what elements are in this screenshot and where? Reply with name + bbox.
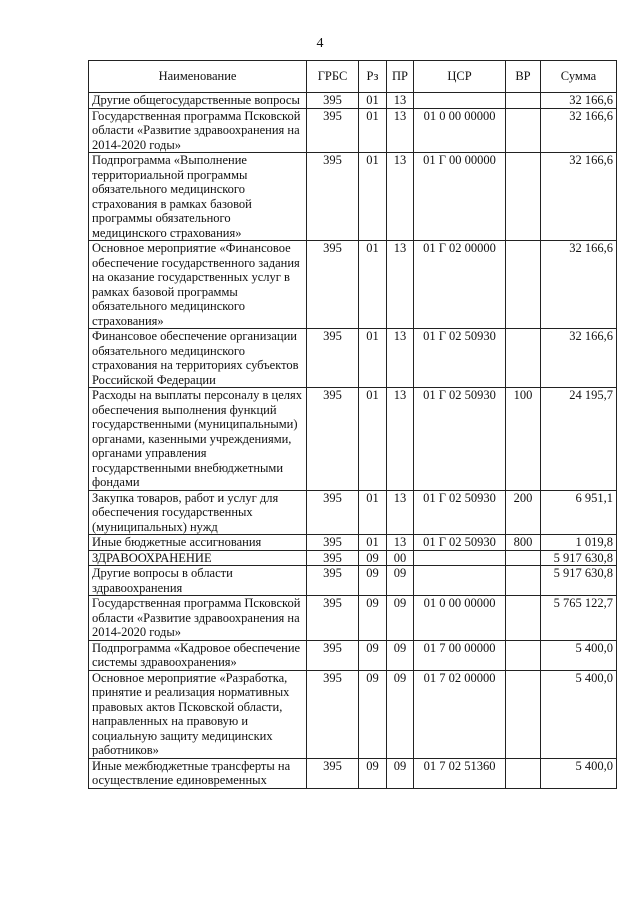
cell-sum: 32 166,6 — [541, 329, 617, 388]
cell-rz: 01 — [359, 388, 387, 491]
cell-vr — [506, 566, 541, 596]
cell-csr: 01 7 02 51360 — [414, 758, 506, 788]
cell-vr — [506, 550, 541, 566]
cell-vr — [506, 758, 541, 788]
table-row — [89, 108, 617, 153]
cell-csr: 01 Г 02 50930 — [414, 388, 506, 491]
header-name: Наименование — [89, 61, 307, 93]
cell-pr: 13 — [387, 153, 414, 241]
cell-rz: 09 — [359, 670, 387, 758]
cell-name: Расходы на выплаты персоналу в целях обеспечения выполнения функций государственными (муниципальными) органами, казенными учреждениями, органами управления государственными внебюджетными фондами — [89, 388, 307, 491]
cell-sum: 32 166,6 — [541, 93, 617, 109]
cell-vr: 100 — [506, 388, 541, 491]
cell-grbs: 395 — [307, 640, 359, 670]
header-pr: ПР — [387, 61, 414, 93]
cell-name: Государственная программа Псковской области «Развитие здравоохранения на 2014-2020 годы» — [89, 596, 307, 641]
cell-name: Закупка товаров, работ и услуг для обеспечения государственных (муниципальных) нужд — [89, 490, 307, 535]
cell-pr: 13 — [387, 329, 414, 388]
cell-vr — [506, 640, 541, 670]
cell-grbs: 395 — [307, 550, 359, 566]
cell-pr: 09 — [387, 566, 414, 596]
table-row — [89, 566, 617, 596]
cell-sum: 1 019,8 — [541, 535, 617, 551]
cell-rz: 01 — [359, 108, 387, 153]
cell-sum: 24 195,7 — [541, 388, 617, 491]
cell-name: ЗДРАВООХРАНЕНИЕ — [89, 550, 307, 566]
cell-vr — [506, 329, 541, 388]
cell-name: Подпрограмма «Выполнение территориальной программы обязательного медицинского страхования в рамках базовой программы обязательного медицинского страхования» — [89, 153, 307, 241]
header-csr: ЦСР — [414, 61, 506, 93]
table-row — [89, 241, 617, 329]
cell-name: Другие вопросы в области здравоохранения — [89, 566, 307, 596]
cell-sum: 5 400,0 — [541, 670, 617, 758]
cell-grbs: 395 — [307, 758, 359, 788]
budget-table — [88, 60, 617, 789]
table-row — [89, 329, 617, 388]
cell-rz: 09 — [359, 596, 387, 641]
cell-sum: 32 166,6 — [541, 108, 617, 153]
cell-grbs: 395 — [307, 153, 359, 241]
cell-csr — [414, 566, 506, 596]
cell-rz: 09 — [359, 566, 387, 596]
page-number: 4 — [316, 36, 324, 51]
table-row — [89, 535, 617, 551]
cell-sum: 5 400,0 — [541, 640, 617, 670]
cell-name: Иные межбюджетные трансферты на осуществление единовременных — [89, 758, 307, 788]
header-sum: Сумма — [541, 61, 617, 93]
cell-rz: 09 — [359, 550, 387, 566]
cell-grbs: 395 — [307, 108, 359, 153]
cell-rz: 09 — [359, 758, 387, 788]
cell-vr — [506, 670, 541, 758]
table-header-row — [89, 61, 617, 93]
cell-sum: 32 166,6 — [541, 241, 617, 329]
cell-pr: 13 — [387, 241, 414, 329]
cell-csr — [414, 93, 506, 109]
cell-csr — [414, 550, 506, 566]
cell-csr: 01 Г 02 50930 — [414, 535, 506, 551]
cell-pr: 13 — [387, 490, 414, 535]
cell-grbs: 395 — [307, 596, 359, 641]
cell-name: Иные бюджетные ассигнования — [89, 535, 307, 551]
table-row — [89, 93, 617, 109]
cell-name: Государственная программа Псковской области «Развитие здравоохранения на 2014-2020 годы» — [89, 108, 307, 153]
cell-grbs: 395 — [307, 388, 359, 491]
cell-pr: 13 — [387, 93, 414, 109]
cell-sum: 6 951,1 — [541, 490, 617, 535]
header-grbs: ГРБС — [307, 61, 359, 93]
table-body — [89, 93, 617, 789]
table-row — [89, 550, 617, 566]
cell-vr: 200 — [506, 490, 541, 535]
header-rz: Рз — [359, 61, 387, 93]
cell-rz: 01 — [359, 329, 387, 388]
cell-csr: 01 Г 02 00000 — [414, 241, 506, 329]
cell-csr: 01 0 00 00000 — [414, 108, 506, 153]
cell-pr: 09 — [387, 596, 414, 641]
cell-vr — [506, 108, 541, 153]
cell-grbs: 395 — [307, 670, 359, 758]
cell-pr: 13 — [387, 535, 414, 551]
cell-grbs: 395 — [307, 535, 359, 551]
table-row — [89, 670, 617, 758]
cell-csr: 01 Г 00 00000 — [414, 153, 506, 241]
cell-name: Другие общегосударственные вопросы — [89, 93, 307, 109]
cell-sum: 32 166,6 — [541, 153, 617, 241]
cell-grbs: 395 — [307, 241, 359, 329]
cell-vr — [506, 153, 541, 241]
table-row — [89, 490, 617, 535]
cell-grbs: 395 — [307, 329, 359, 388]
cell-grbs: 395 — [307, 490, 359, 535]
cell-rz: 01 — [359, 241, 387, 329]
cell-vr — [506, 241, 541, 329]
cell-pr: 09 — [387, 758, 414, 788]
cell-name: Подпрограмма «Кадровое обеспечение системы здравоохранения» — [89, 640, 307, 670]
cell-rz: 01 — [359, 490, 387, 535]
cell-csr: 01 0 00 00000 — [414, 596, 506, 641]
cell-vr — [506, 93, 541, 109]
cell-pr: 13 — [387, 388, 414, 491]
table-row — [89, 596, 617, 641]
cell-rz: 01 — [359, 93, 387, 109]
table-row — [89, 388, 617, 491]
cell-name: Финансовое обеспечение организации обязательного медицинского страхования на территориях субъектов Российской Федерации — [89, 329, 307, 388]
cell-pr: 00 — [387, 550, 414, 566]
table-row — [89, 153, 617, 241]
cell-sum: 5 765 122,7 — [541, 596, 617, 641]
cell-rz: 09 — [359, 640, 387, 670]
cell-rz: 01 — [359, 153, 387, 241]
cell-csr: 01 Г 02 50930 — [414, 490, 506, 535]
cell-vr — [506, 596, 541, 641]
cell-csr: 01 7 00 00000 — [414, 640, 506, 670]
cell-vr: 800 — [506, 535, 541, 551]
cell-pr: 09 — [387, 670, 414, 758]
cell-sum: 5 917 630,8 — [541, 566, 617, 596]
cell-csr: 01 7 02 00000 — [414, 670, 506, 758]
cell-pr: 13 — [387, 108, 414, 153]
cell-grbs: 395 — [307, 566, 359, 596]
cell-grbs: 395 — [307, 93, 359, 109]
header-vr: ВР — [506, 61, 541, 93]
cell-pr: 09 — [387, 640, 414, 670]
cell-name: Основное мероприятие «Финансовое обеспечение государственного задания на оказание государственных услуг в рамках базовой программы обязательного медицинского страхования» — [89, 241, 307, 329]
cell-name: Основное мероприятие «Разработка, принятие и реализация нормативных правовых актов Псковской области, направленных на правовую и социальную защиту медицинских работников» — [89, 670, 307, 758]
table-row — [89, 640, 617, 670]
cell-csr: 01 Г 02 50930 — [414, 329, 506, 388]
cell-rz: 01 — [359, 535, 387, 551]
cell-sum: 5 400,0 — [541, 758, 617, 788]
table-row — [89, 758, 617, 788]
cell-sum: 5 917 630,8 — [541, 550, 617, 566]
